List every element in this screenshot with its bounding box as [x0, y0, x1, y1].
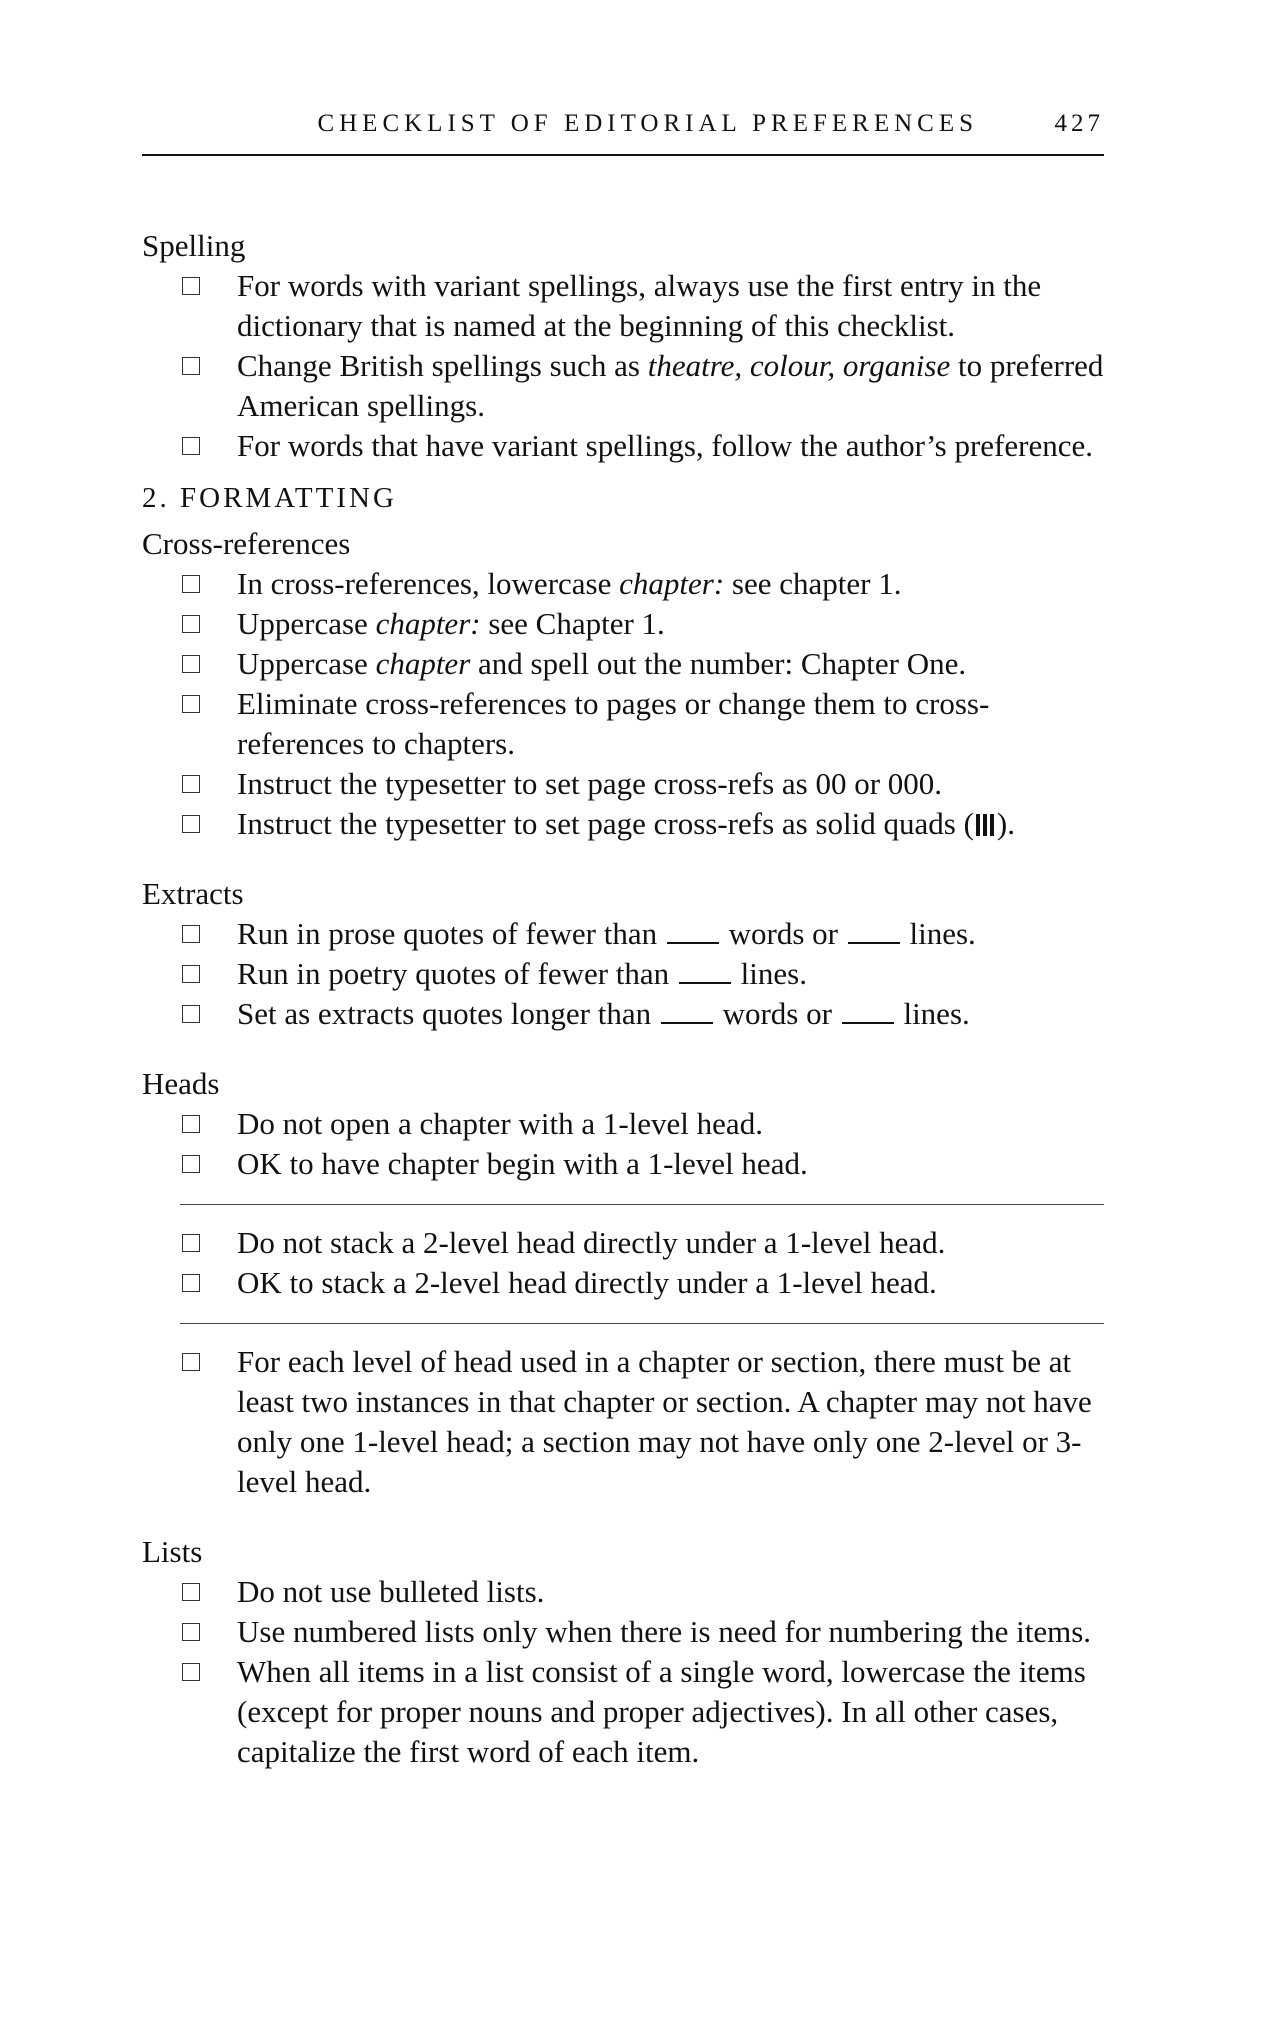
checkbox-icon[interactable] [182, 965, 200, 983]
checkbox-icon[interactable] [182, 357, 200, 375]
item-text: Do not open a chapter with a 1-level head. [237, 1106, 763, 1141]
spelling-list [142, 266, 1104, 466]
item-text-end: see Chapter 1. [480, 606, 665, 641]
item-text: Do not use bulleted lists. [237, 1574, 545, 1609]
item-text-end: see chapter 1. [724, 566, 902, 601]
checkbox-icon[interactable] [182, 775, 200, 793]
cross-references-list [142, 564, 1104, 844]
group-divider [180, 1204, 1104, 1205]
heads-heading: Heads [142, 1066, 220, 1101]
item-text-italic: chapter [375, 646, 471, 681]
fill-in-blank[interactable] [667, 942, 719, 944]
checkbox-icon[interactable] [182, 1623, 200, 1641]
running-head-title: CHECKLIST OF EDITORIAL PREFERENCES [317, 110, 978, 137]
checkbox-icon[interactable] [182, 437, 200, 455]
item-text-start: Uppercase [237, 646, 376, 681]
checkbox-icon[interactable] [182, 1353, 200, 1371]
checklist-item [142, 1263, 1104, 1303]
checkbox-icon[interactable] [182, 1663, 200, 1681]
item-text-start: In cross-references, lowercase [237, 566, 620, 601]
solid-quads-icon [976, 814, 995, 836]
item-text-italic: chapter: [375, 606, 481, 641]
checklist-item [142, 1652, 1104, 1772]
checkbox-icon[interactable] [182, 695, 200, 713]
item-text-start: Run in prose quotes of fewer than [237, 916, 658, 951]
item-text-start: Run in poetry quotes of fewer than [237, 956, 670, 991]
fill-in-blank[interactable] [661, 1022, 713, 1024]
checklist-item [142, 426, 1104, 466]
checklist-item [142, 1104, 1104, 1144]
heads-list [142, 1104, 1104, 1184]
group-divider [180, 1323, 1104, 1324]
spelling-heading: Spelling [142, 228, 246, 263]
item-text: When all items in a list consist of a single word, lowercase the items (except for proper nouns and proper adjectives). In all other cases, capitalize the first word of each item. [237, 1654, 1086, 1769]
checklist-item [142, 684, 1104, 764]
checklist-item [142, 564, 1104, 604]
checkbox-icon[interactable] [182, 1274, 200, 1292]
heads-list-instances [142, 1342, 1104, 1502]
checkbox-icon[interactable] [182, 1155, 200, 1173]
item-text-end: lines. [909, 916, 976, 951]
lists-list [142, 1572, 1104, 1772]
item-text-italic: chapter: [619, 566, 725, 601]
item-text-middle: words or [722, 996, 832, 1031]
extracts-heading: Extracts [142, 876, 244, 911]
section-title: 2. FORMATTING [142, 482, 397, 514]
checkbox-icon[interactable] [182, 815, 200, 833]
item-text-start: Set as extracts quotes longer than [237, 996, 652, 1031]
cross-references-heading: Cross-references [142, 526, 351, 561]
item-text: For words with variant spellings, always use the first entry in the dictionary that is named at the beginning of this checklist. [237, 268, 1042, 343]
fill-in-blank[interactable] [679, 982, 731, 984]
checklist-item [142, 764, 1104, 804]
checklist-item [142, 644, 1104, 684]
checklist-item [142, 346, 1104, 426]
checklist-item [142, 1223, 1104, 1263]
item-text: For each level of head used in a chapter or section, there must be at least two instances in that chapter or section. A chapter may not have only one 1-level head; a section may not have only one 2-level or 3-level head. [237, 1344, 1092, 1499]
checkbox-icon[interactable] [182, 1005, 200, 1023]
item-text-end: lines. [740, 956, 807, 991]
item-text: For words that have variant spellings, follow the author’s preference. [237, 428, 1093, 463]
item-text: Eliminate cross-references to pages or change them to cross-references to chapters. [237, 686, 990, 761]
checklist-item [142, 266, 1104, 346]
item-text-end: and spell out the number: Chapter One. [470, 646, 967, 681]
item-text-end: lines. [903, 996, 970, 1031]
checkbox-icon[interactable] [182, 575, 200, 593]
extracts-list [142, 914, 1104, 1034]
item-text-start: Uppercase [237, 606, 376, 641]
checklist-item [142, 914, 1104, 954]
item-text-middle: words or [728, 916, 838, 951]
checklist-item [142, 1342, 1104, 1502]
item-text-start: Change British spellings such as [237, 348, 648, 383]
checkbox-icon[interactable] [182, 925, 200, 943]
checkbox-icon[interactable] [182, 615, 200, 633]
checklist-item [142, 954, 1104, 994]
running-head [142, 110, 1104, 156]
item-text: Instruct the typesetter to set page cross-refs as 00 or 000. [237, 766, 943, 801]
checklist-item [142, 1612, 1104, 1652]
checkbox-icon[interactable] [182, 1583, 200, 1601]
checkbox-icon[interactable] [182, 655, 200, 673]
item-text: Use numbered lists only when there is need for numbering the items. [237, 1614, 1092, 1649]
item-text: OK to have chapter begin with a 1-level head. [237, 1146, 808, 1181]
checklist-item [142, 604, 1104, 644]
item-text: Do not stack a 2-level head directly under a 1-level head. [237, 1225, 946, 1260]
checkbox-icon[interactable] [182, 1115, 200, 1133]
checklist-item [142, 1572, 1104, 1612]
checklist-item [142, 994, 1104, 1034]
fill-in-blank[interactable] [848, 942, 900, 944]
checkbox-icon[interactable] [182, 1234, 200, 1252]
checklist-item [142, 1144, 1104, 1184]
item-text-end: ). [996, 806, 1015, 841]
checklist-item [142, 804, 1104, 844]
fill-in-blank[interactable] [842, 1022, 894, 1024]
item-text: OK to stack a 2-level head directly under a 1-level head. [237, 1265, 937, 1300]
heads-list-stacking [142, 1223, 1104, 1303]
item-text-end: to preferred American spellings. [237, 348, 1104, 423]
item-text-italic: theatre, colour, organise [647, 348, 951, 383]
page-number: 427 [1054, 110, 1104, 137]
item-text-start: Instruct the typesetter to set page cross-refs as solid quads ( [237, 806, 974, 841]
lists-heading: Lists [142, 1534, 203, 1569]
checkbox-icon[interactable] [182, 277, 200, 295]
page-content [142, 226, 1104, 1772]
